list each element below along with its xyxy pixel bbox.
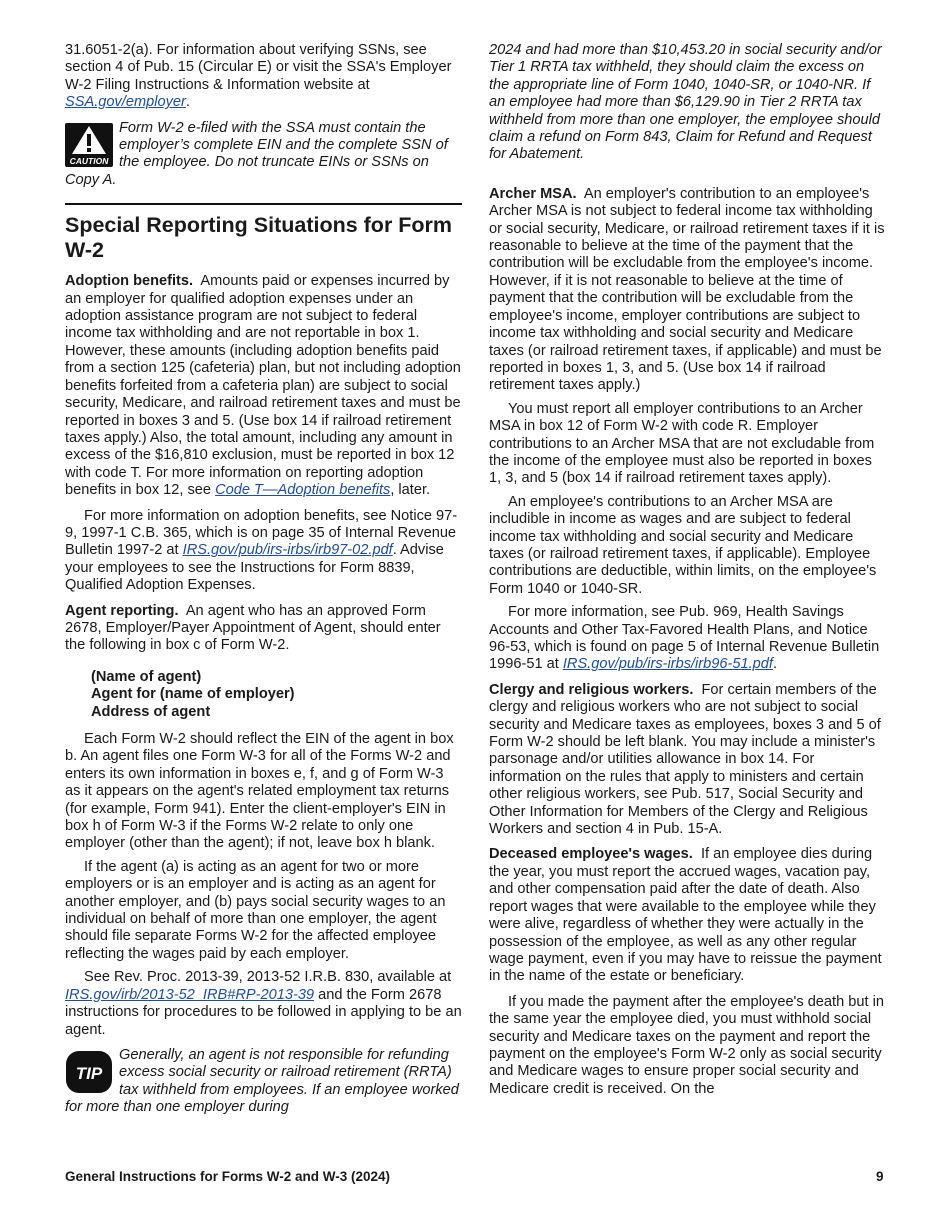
deceased-paragraph: Deceased employee's wages. If an employee dies during the year, you must report the accrued wages, vacation pay, and other compensation paid after the date of death. Also report wages that were available to the employee while they were alive, regardless of whether they were actually in the possession of the employee, as well as any other regular wage payment, even if you may have to reissue the payment in the name of the estate or beneficiary.	[489, 846, 882, 985]
tip-icon	[65, 1050, 113, 1094]
caution-text: Form W-2 e-filed with the SSA must contain the employer’s complete EIN and the complete SSN of the employee. Do not truncate EINs or SSNs on Copy A.	[65, 119, 448, 188]
caution-label: CAUTION	[69, 155, 109, 166]
right-column	[489, 42, 885, 1106]
section-heading: Special Reporting Situations for Form W-2	[65, 213, 453, 263]
adoption-more-paragraph: For more information on adoption benefits, see Notice 97-9, 1997-1 C.B. 365, which is on page 35 of Internal Revenue Bulletin 1997-2 at IRS.gov/pub/irs-irbs/irb97-02.pdf. Advise your employees to see the Instructions for Form 8839, Qualified Adoption Expenses.	[65, 507, 458, 594]
section-divider	[65, 203, 462, 205]
agent-paragraph: Agent reporting. An agent who has an approved Form 2678, Employer/Payer Appointment of Agent, should enter the following in box c of Form W-2.	[65, 602, 441, 654]
left-column	[65, 42, 462, 1127]
agent-ein-paragraph: Each Form W-2 should reflect the EIN of the agent in box b. An agent files one Form W-3 for all of the Forms W-2 and enters its own information in boxes e, f, and g of Form W-3 as it appears on the agent's related employment tax returns (for example, Form 941). Enter the client-employer's EIN in box h of Form W-3 if the Forms W-2 relate to only one employer (other than the agent); if not, leave box h blank.	[65, 731, 454, 852]
archer-more-paragraph: For more information, see Pub. 969, Health Savings Accounts and Other Tax-Favored Health Plans, and Notice 96-53, which is found on page 5 of Internal Revenue Bulletin 1996-51 at IRS.gov/pub/irs-irbs/irb96-51.pdf.	[489, 604, 880, 673]
caution-note	[65, 120, 462, 190]
ssn-paragraph: 31.6051-2(a). For information about verifying SSNs, see section 4 of Pub. 15 (Circular E) or visit the SSA's Employer W-2 Filing Instructions & Information website at SSA.gov/employer.	[65, 42, 452, 111]
irb96-link[interactable]: IRS.gov/pub/irs-irbs/irb96-51.pdf	[562, 656, 773, 673]
tip-label: TIP	[75, 1063, 103, 1083]
code-t-link[interactable]: Code T—Adoption benefits	[215, 482, 391, 499]
footer-title: General Instructions for Forms W-2 and W-3 (2024)	[65, 1169, 391, 1184]
tip-continued: 2024 and had more than $10,453.20 in social security and/or Tier 1 RRTA tax withheld, they should claim the excess on the appropriate line of Form 1040, 1040-SR, or 1040-NR. If an employee had more than $6,129.90 in Tier 2 RRTA tax withheld from more than one employer, the employee should claim a refund on Form 843, Claim for Refund and Request for Abatement.	[489, 42, 882, 163]
tip-note	[65, 1047, 462, 1117]
irb97-link[interactable]: IRS.gov/pub/irs-irbs/irb97-02.pdf	[182, 542, 393, 559]
agent-line: Agent for (name of employer)	[91, 686, 295, 703]
ssa-employer-link[interactable]: SSA.gov/employer	[65, 94, 186, 111]
tip-text: Generally, an agent is not responsible for refunding excess social security or railroad retirement (RRTA) tax withheld from employees. If an employee worked for more than one employer during	[65, 1046, 459, 1116]
archer-paragraph: Archer MSA. An employer's contribution to an employee's Archer MSA is not subject to federal income tax withholding or social security, Medicare, or railroad retirement taxes if it is reasonable to believe at the time of the payment that the contribution will be excludable from the employee's income. However, if it is not reasonable to believe at the time of payment that the contribution will be excludable from the employee's income, employer contributions are subject to income tax withholding and social security and Medicare taxes (or railroad retirement taxes, if applicable) and must be reported in boxes 1, 3, and 5. (Use box 14 if railroad retirement taxes apply.)	[489, 185, 885, 394]
agent-multi-paragraph: If the agent (a) is acting as an agent for two or more employers or is an employer and is acting as an agent for another employer, and (b) pays social security wages to an individual on behalf of more than one employer, the agent should file separate Forms W-2 for the affected employee reflecting the wages paid by each employer.	[65, 858, 446, 962]
archer-report-paragraph: You must report all employer contributions to an Archer MSA in box 12 of Form W-2 with code R. Employer contributions to an Archer MSA that are not excludable from the income of the employee must also be reported in boxes 1, 3, and 5 (box 14 if railroad retirement taxes apply).	[489, 400, 875, 487]
deceased-payment-paragraph: If you made the payment after the employee's death but in the same year the employee died, you must withhold social security and Medicare taxes on the payment and report the payment on the employee's Form W-2 only as social security and Medicare wages to ensure proper social security and Medicare credit is received. On the	[489, 993, 884, 1097]
adoption-paragraph: Adoption benefits. Amounts paid or expenses incurred by an employer for qualified adoption expenses under an adoption assistance program are not subject to federal income tax withholding and are not reportable in box 1. However, these amounts (including adoption benefits paid from a section 125 (cafeteria) plan, but not including adoption benefits forfeited from a cafeteria plan) are subject to social security, Medicare, and railroad retirement taxes and must be reported in boxes 3 and 5. (Use box 14 if railroad retirement taxes apply.) Also, the total amount, including any amount in excess of the $16,810 exclusion, must be reported in box 12 with code T. For more information on reporting adoption benefits in box 12, see Code T—Adoption benefits, later.	[65, 273, 461, 499]
archer-employee-paragraph: An employee's contributions to an Archer MSA are includible in income as wages and are subject to federal income tax withholding and social security and Medicare taxes (or railroad retirement taxes, if applicable). Employee contributions are deductible, within limits, on the employee's Form 1040 or 1040-SR.	[489, 493, 877, 597]
agent-block	[65, 669, 462, 721]
agent-revproc-paragraph: See Rev. Proc. 2013-39, 2013-52 I.R.B. 830, available at IRS.gov/irb/2013-52_IRB#RP-2013-39 and the Form 2678 instructions for procedures to be followed in applying to be an agent.	[65, 969, 462, 1038]
agent-line: Address of agent	[91, 703, 211, 720]
agent-line: (Name of agent)	[91, 668, 202, 685]
caution-icon	[65, 123, 113, 167]
clergy-paragraph: Clergy and religious workers. For certain members of the clergy and religious workers who are not subject to social security and Medicare taxes as employees, boxes 3 and 5 of Form W-2 should be left blank. You may include a minister's parsonage and/or utilities allowance in box 14. For information on the rules that apply to ministers and certain other religious workers, see Pub. 517, Social Security and Other Information for Members of the Clergy and Religious Workers and section 4 in Pub. 15-A.	[489, 681, 881, 838]
page-number: 9	[876, 1169, 884, 1184]
rp-2013-39-link[interactable]: IRS.gov/irb/2013-52_IRB#RP-2013-39	[65, 986, 315, 1003]
